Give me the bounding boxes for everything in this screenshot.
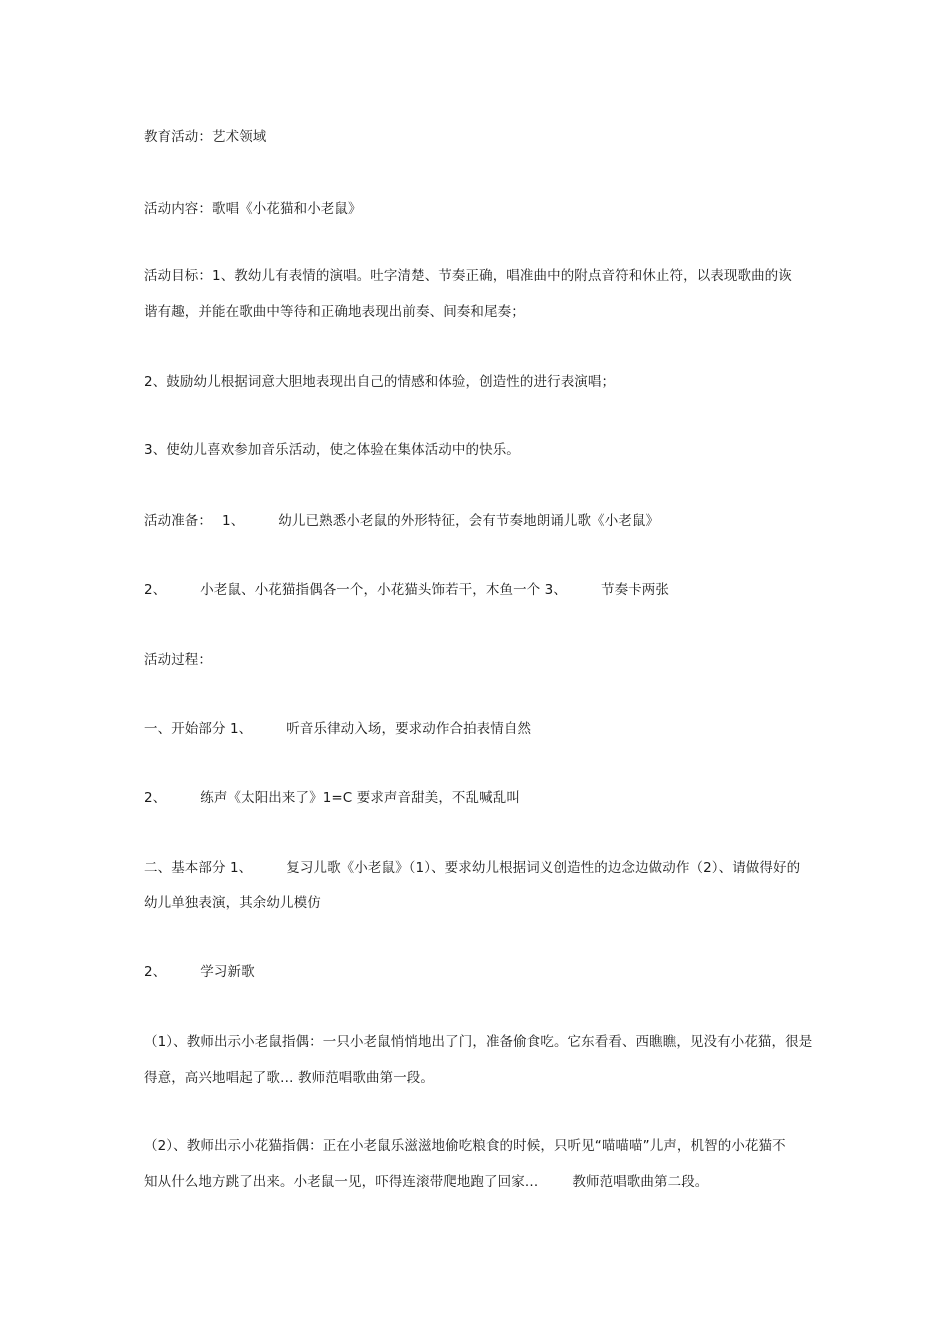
preparation-num-1: 1、 bbox=[222, 513, 245, 529]
part-2-text: 复习儿歌《小老鼠》（1）、要求幼儿根据词义创造性的边念边做动作（2）、请做得好的 bbox=[286, 860, 801, 876]
part-1-text: 听音乐律动入场，要求动作合拍表情自然 bbox=[286, 721, 532, 737]
goal-3: 3、使幼儿喜欢参加音乐活动，使之体验在集体活动中的快乐。 bbox=[144, 442, 520, 458]
activity-domain: 教育活动：艺术领域 bbox=[144, 129, 267, 145]
preparation-label: 活动准备： bbox=[144, 513, 212, 529]
step-mouse-line-1: （1）、教师出示小老鼠指偶：一只小老鼠悄悄地出了门，准备偷食吃。它东看看、西瞧瞧，见没有小花猫，很是 bbox=[144, 1034, 813, 1050]
preparation-2 bbox=[144, 580, 814, 600]
preparation-text-3: 节奏卡两张 bbox=[600, 582, 669, 598]
preparation-1 bbox=[144, 511, 814, 531]
process-part-1-step-2 bbox=[144, 788, 814, 808]
step-2-text: 练声《太阳出来了》1=C 要求声音甜美，不乱喊乱叫 bbox=[200, 790, 520, 806]
activity-goal-line-1: 活动目标：1、教幼儿有表情的演唱。吐字清楚、节奏正确，唱准曲中的附点音符和休止符，以表现歌曲的诙 bbox=[144, 268, 792, 284]
learn-num: 2、 bbox=[144, 964, 167, 980]
process-part-1 bbox=[144, 719, 814, 739]
preparation-text-2: 小老鼠、小花猫指偶各一个，小花猫头饰若干，木鱼一个 3、 bbox=[200, 582, 567, 598]
step-cat-line-2b: 教师范唱歌曲第二段。 bbox=[572, 1174, 709, 1190]
preparation-num-2: 2、 bbox=[144, 582, 167, 598]
goal-2: 2、鼓励幼儿根据词意大胆地表现出自己的情感和体验，创造性的进行表演唱； bbox=[144, 374, 616, 390]
step-cat-line-2 bbox=[144, 1172, 814, 1192]
step-2-num: 2、 bbox=[144, 790, 167, 806]
learn-new-song bbox=[144, 962, 814, 982]
step-mouse-line-2: 得意，高兴地唱起了歌… 教师范唱歌曲第一段。 bbox=[144, 1070, 434, 1086]
process-part-2-line-2: 幼儿单独表演，其余幼儿模仿 bbox=[144, 895, 321, 911]
step-cat-line-1: （2）、教师出示小花猫指偶：正在小老鼠乐滋滋地偷吃粮食的时候，只听见“喵喵喵”儿声，机智的小花猫不 bbox=[144, 1138, 786, 1154]
activity-goal-line-2: 谐有趣，并能在歌曲中等待和正确地表现出前奏、间奏和尾奏； bbox=[144, 304, 525, 320]
process-heading: 活动过程： bbox=[144, 652, 212, 668]
activity-content: 活动内容：歌唱《小花猫和小老鼠》 bbox=[144, 201, 362, 217]
part-2-label: 二、基本部分 1、 bbox=[144, 860, 253, 876]
step-cat-line-2a: 知从什么地方跳了出来。小老鼠一见，吓得连滚带爬地跑了回家… bbox=[144, 1174, 539, 1190]
process-part-2 bbox=[144, 858, 814, 878]
part-1-label: 一、开始部分 1、 bbox=[144, 721, 253, 737]
preparation-text-1: 幼儿已熟悉小老鼠的外形特征，会有节奏地朗诵儿歌《小老鼠》 bbox=[278, 513, 660, 529]
learn-text: 学习新歌 bbox=[200, 964, 255, 980]
